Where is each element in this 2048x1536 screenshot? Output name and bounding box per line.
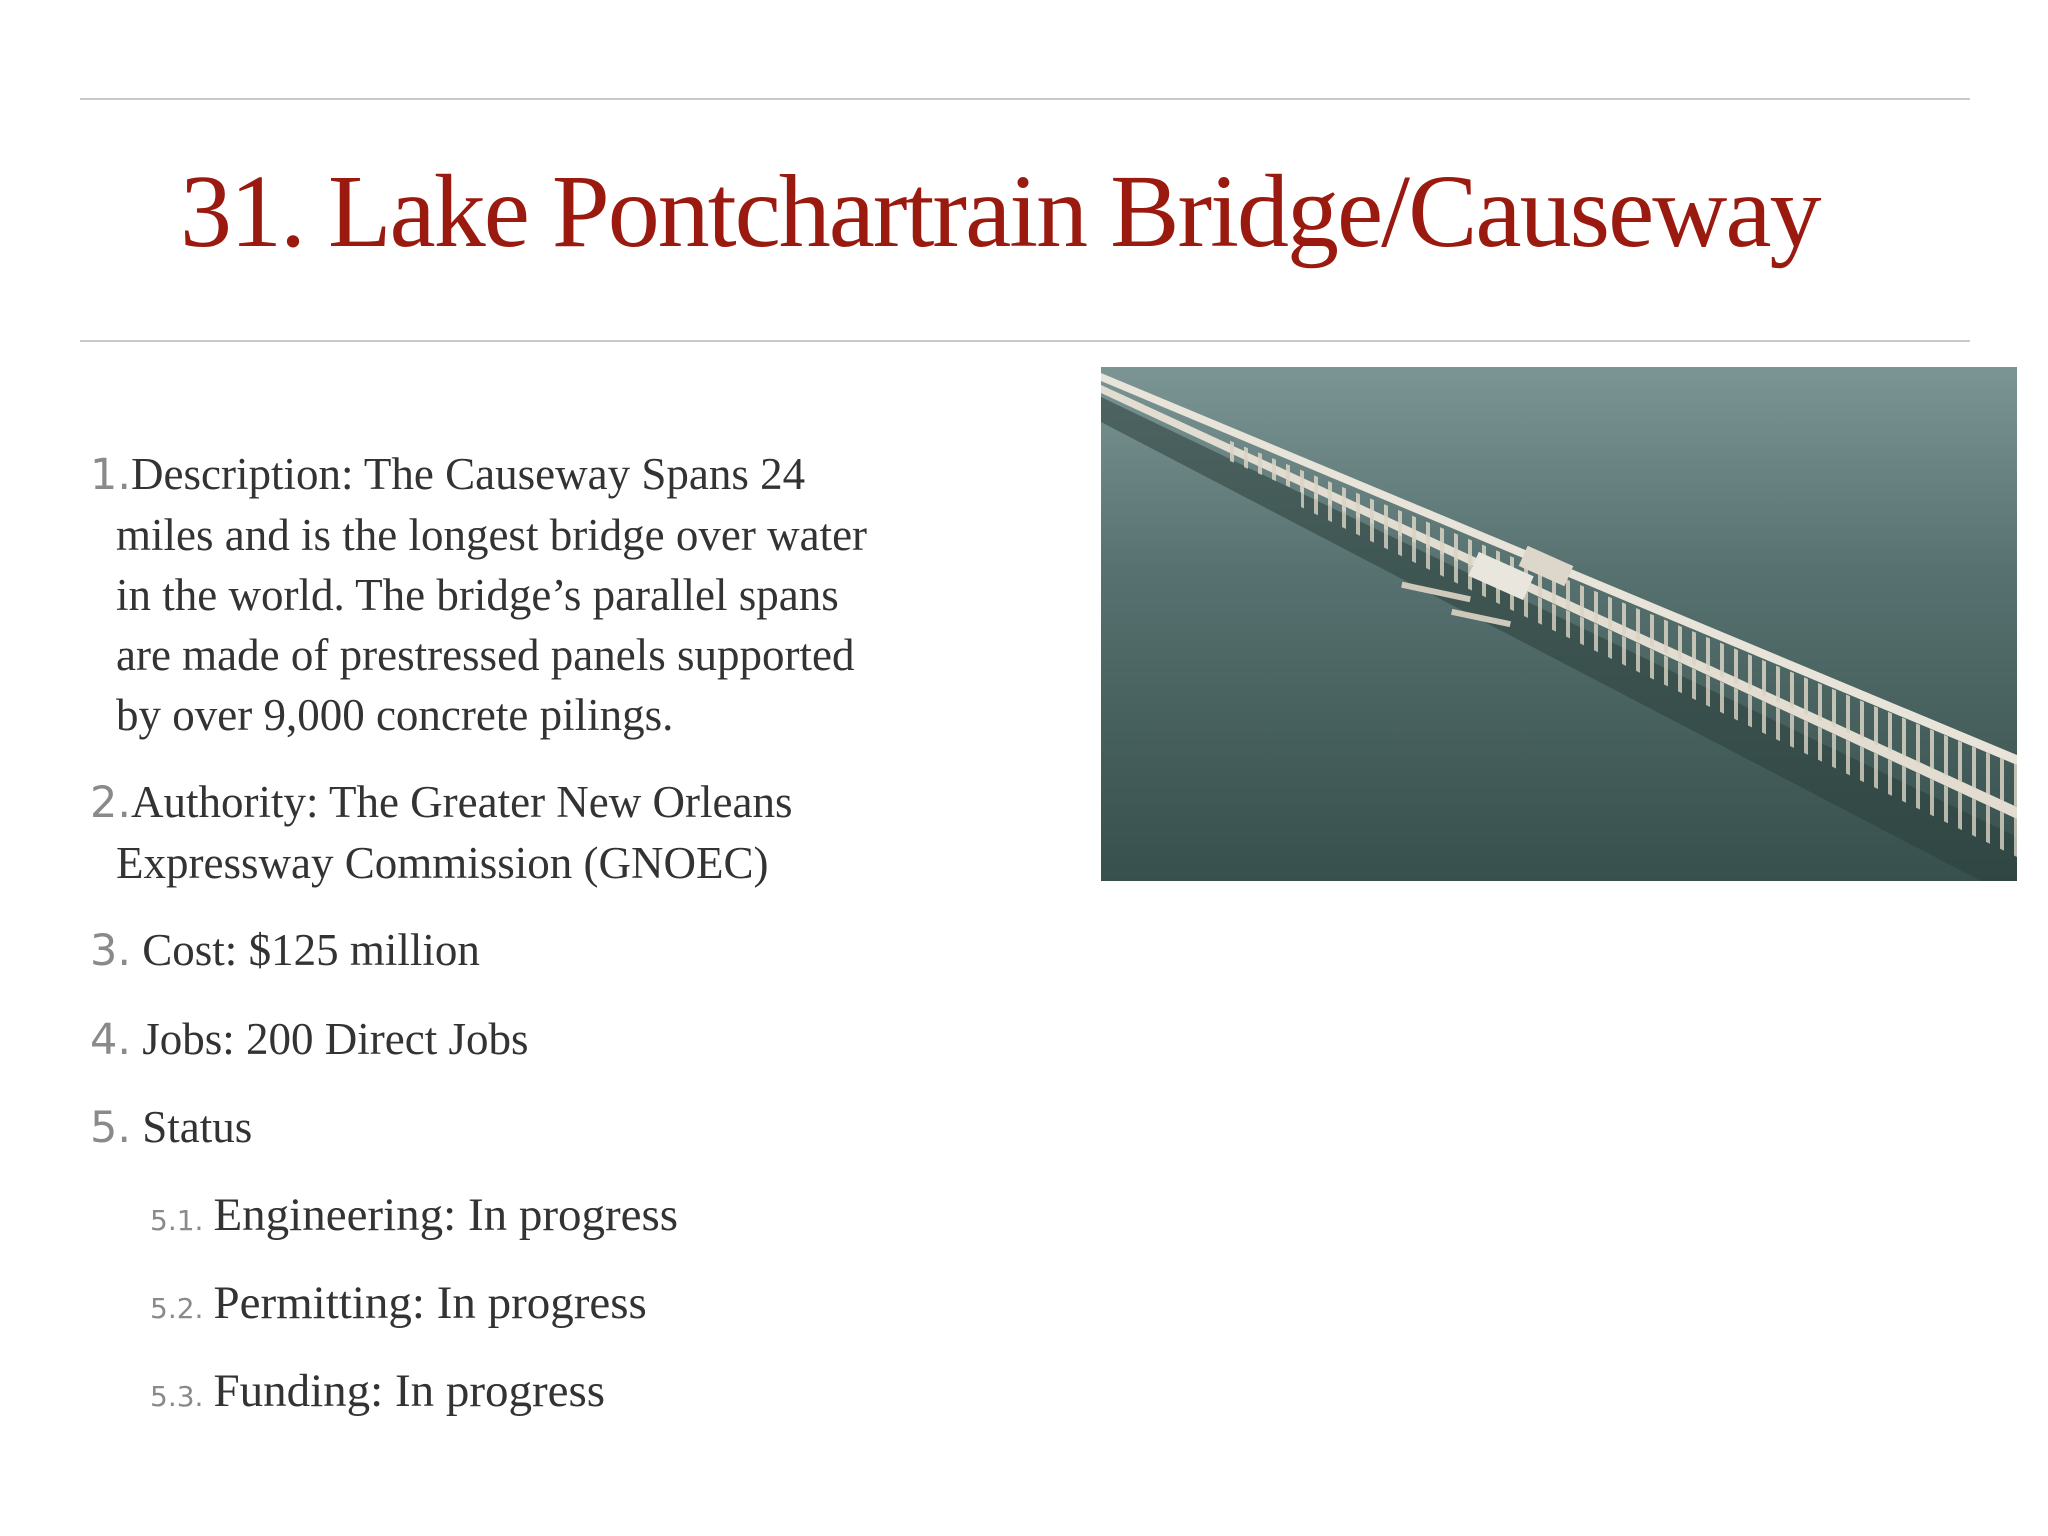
list-item-authority <box>90 772 792 893</box>
description-line-2: miles and is the longest bridge over water <box>116 510 868 560</box>
list-number: 1. <box>90 450 132 500</box>
status-item-engineering <box>150 1185 678 1251</box>
list-item-description <box>90 444 867 745</box>
engineering-text: Engineering: In progress <box>213 1189 679 1241</box>
list-number: 5. <box>90 1103 132 1153</box>
description-line-1: Description: The Causeway Spans 24 <box>131 449 806 499</box>
permitting-text: Permitting: In progress <box>213 1277 647 1329</box>
authority-line-2: Expressway Commission (GNOEC) <box>116 838 769 888</box>
jobs-text: Jobs: 200 Direct Jobs <box>142 1014 529 1064</box>
sub-list-number: 5.2. <box>150 1292 204 1325</box>
slide-title: 31. Lake Pontchartrain Bridge/Causeway <box>180 154 1820 269</box>
list-item-cost <box>90 920 480 981</box>
funding-text: Funding: In progress <box>213 1365 606 1417</box>
sub-list-number: 5.3. <box>150 1380 204 1413</box>
title-divider <box>80 340 1970 342</box>
status-text: Status <box>142 1102 253 1152</box>
bridge-photo-icon <box>1101 367 2017 881</box>
cost-text: Cost: $125 million <box>142 925 480 975</box>
list-number: 2. <box>90 778 132 828</box>
list-item-jobs <box>90 1009 529 1070</box>
bridge-photo <box>1101 367 2017 881</box>
authority-line-1: Authority: The Greater New Orleans <box>131 777 793 827</box>
status-item-funding <box>150 1361 605 1427</box>
description-line-4: are made of prestressed panels supported <box>116 630 855 680</box>
list-number: 3. <box>90 926 132 976</box>
list-number: 4. <box>90 1015 132 1065</box>
top-divider <box>80 98 1970 100</box>
list-item-status <box>90 1097 252 1158</box>
sub-list-number: 5.1. <box>150 1204 204 1237</box>
description-line-5: by over 9,000 concrete pilings. <box>116 690 674 740</box>
description-line-3: in the world. The bridge’s parallel spans <box>116 570 839 620</box>
status-item-permitting <box>150 1273 647 1339</box>
